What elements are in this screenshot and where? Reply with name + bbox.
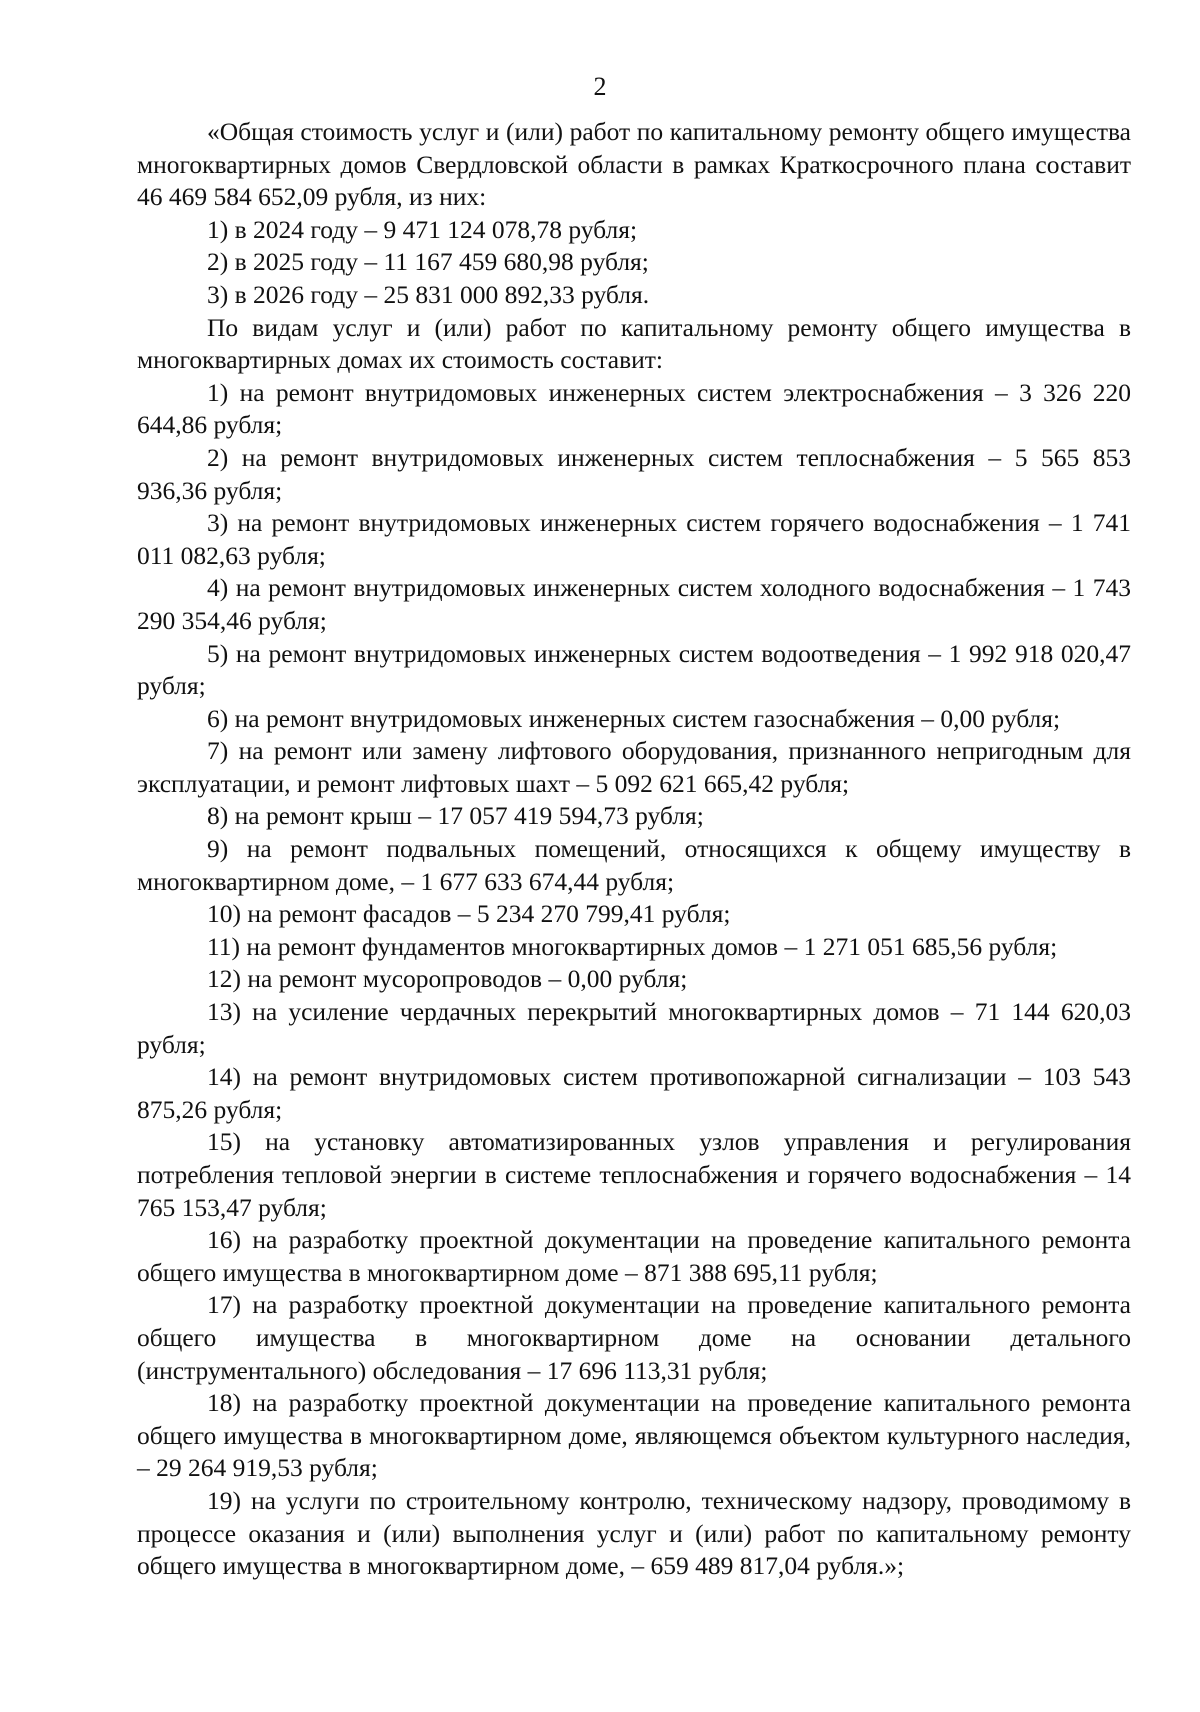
list-item: 13) на усиление чердачных перекрытий многоквартирных домов – 71 144 620,03 рубля; [137, 997, 1131, 1059]
list-item: 12) на ремонт мусоропроводов – 0,00 рубля; [207, 964, 688, 994]
list-item: 6) на ремонт внутридомовых инженерных систем газоснабжения – 0,00 рубля; [207, 703, 1061, 733]
year-item-2026: 3) в 2026 году – 25 831 000 892,33 рубля. [207, 279, 650, 309]
list-item: 10) на ремонт фасадов – 5 234 270 799,41 рубля; [207, 899, 731, 929]
year-item-2024: 1) в 2024 году – 9 471 124 078,78 рубля; [207, 214, 638, 244]
list-item: 7) на ремонт или замену лифтового оборудования, признанного непригодным для эксплуатации, и ремонт лифтовых шахт – 5 092 621 665,42 рубля; [137, 736, 1131, 798]
list-item: 4) на ремонт внутридомовых инженерных систем холодного водоснабжения – 1 743 290 354,46 рубля; [137, 573, 1131, 635]
list-item: 1) на ремонт внутридомовых инженерных систем электроснабжения – 3 326 220 644,86 рубля; [137, 377, 1131, 440]
page-number: 2 [593, 72, 607, 101]
list-item: 8) на ремонт крыш – 17 057 419 594,73 рубля; [207, 801, 704, 831]
list-item: 16) на разработку проектной документации на проведение капитального ремонта общего имущества в многоквартирном доме – 871 388 695,11 рубля; [137, 1225, 1131, 1287]
list-item: 3) на ремонт внутридомовых инженерных систем горячего водоснабжения – 1 741 011 082,63 рубля; [137, 508, 1131, 570]
list-item: 9) на ремонт подвальных помещений, относящихся к общему имуществу в многоквартирном доме, – 1 677 633 674,44 рубля; [137, 834, 1131, 896]
list-item: 5) на ремонт внутридомовых инженерных систем водоотведения – 1 992 918 020,47 рубля; [137, 638, 1131, 701]
document-body [137, 116, 1131, 1583]
list-item: 15) на установку автоматизированных узлов управления и регулирования потребления тепловой энергии в системе теплоснабжения и горячего водоснабжения – 14 765 153,47 рубля; [137, 1127, 1131, 1222]
year-item-2025: 2) в 2025 году – 11 167 459 680,98 рубля; [207, 247, 649, 277]
list-item: 11) на ремонт фундаментов многоквартирных домов – 1 271 051 685,56 рубля; [207, 931, 1058, 961]
types-intro-paragraph: По видам услуг и (или) работ по капитальному ремонту общего имущества в многоквартирных домах их стоимость составит: [137, 312, 1131, 375]
list-item: 18) на разработку проектной документации на проведение капитального ремонта общего имущества в многоквартирном доме, являющемся объектом культурного наследия, – 29 264 919,53 рубля; [137, 1388, 1131, 1483]
list-item: 2) на ремонт внутридомовых инженерных систем теплоснабжения – 5 565 853 936,36 рубля; [137, 442, 1131, 505]
list-item: 14) на ремонт внутридомовых систем противопожарной сигнализации – 103 543 875,26 рубля; [137, 1062, 1131, 1124]
list-item: 19) на услуги по строительному контролю, техническому надзору, проводимому в процессе оказания и (или) выполнения услуг и (или) работ по капитальному ремонту общего имущества в многоквартирном доме, – 659 489 817,04 рубля.»; [137, 1485, 1131, 1581]
intro-paragraph: «Общая стоимость услуг и (или) работ по капитальному ремонту общего имущества многоквартирных домов Свердловской области в рамках Краткосрочного плана составит 46 469 584 652,09 рубля, из них: [137, 117, 1131, 212]
list-item: 17) на разработку проектной документации на проведение капитального ремонта общего имущества в многоквартирном доме на основании детального (инструментального) обследования – 17 696 113,31 рубля; [137, 1290, 1131, 1385]
